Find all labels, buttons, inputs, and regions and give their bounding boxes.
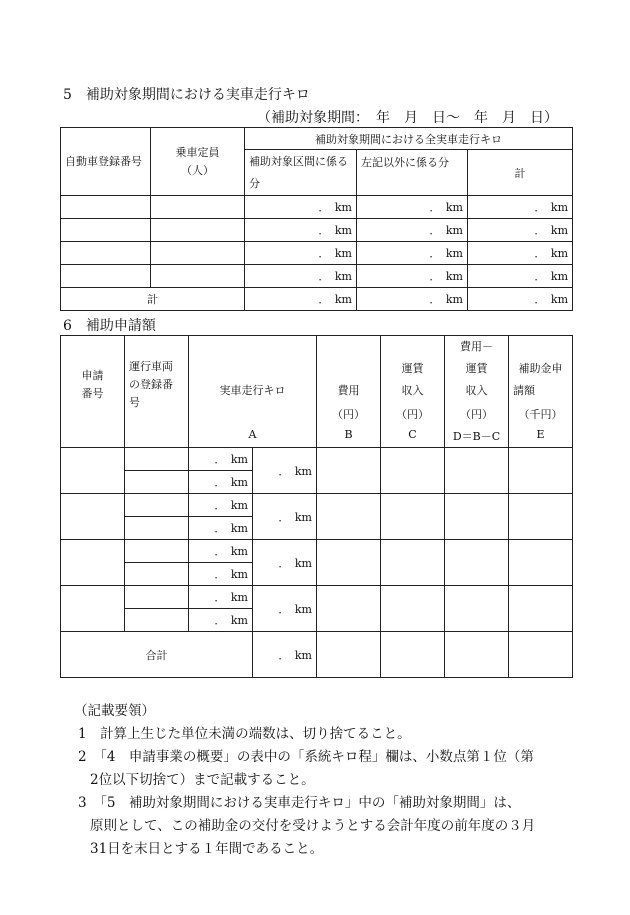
header-capacity: 乗車定員 （人） [151,128,245,196]
total-row: 計 ． km ． km ． km [61,288,573,311]
note-item-cont: 原則として、この補助金の交付を受けようとする会計年度の前年度の３月 [90,818,536,834]
section5-heading: 5 補助対象期間における実車走行キロ [63,87,310,103]
notes-title: （記載要領） [74,703,155,719]
table-row: ． km ． km [61,586,573,609]
subsidy-period: （補助対象期間： 年 月 日～ 年 月 日） [257,110,558,126]
section6-table [60,335,573,678]
table-row: ． km ． km ． km [61,196,573,219]
grand-total-label: 合計 [61,632,253,678]
table-row: ． km ． km [61,448,573,471]
table-row: ． km ． km ． km [61,265,573,288]
section5-table [60,127,573,311]
total-label: 計 [61,288,245,311]
header-fare: 運賃 収入 （円） C [381,336,445,448]
table-row: ． km [61,471,573,494]
header-vehicle-no: 運行車両 の登録番 号 [125,336,189,448]
header-diff: 費用－ 運賃 収入 （円） D＝B－C [445,336,509,448]
header-subsidy-section: 補助対象区間に係る分 [245,150,357,196]
note-item: 1 計算上生じた単位未満の端数は、切り捨てること。 [78,726,411,742]
header-other: 左記以外に係る分 [357,150,468,196]
header-subsidy: 補助金申 請額 （千円） E [509,336,573,448]
header-app-no: 申請 番号 [61,336,125,448]
table-row: ． km ． km ． km [61,219,573,242]
note-item: 2 「4 申請事業の概要」の表中の「系統キロ程」欄は、小数点第１位（第 [78,749,534,765]
header-cost: 費用 （円） B [317,336,381,448]
header-all-distance: 補助対象期間における全実車走行キロ [245,128,573,150]
notes [60,700,535,861]
note-item-cont: 31日を末日とする１年間であること。 [90,841,324,857]
table-row: ． km ． km ． km [61,242,573,265]
table-row: ． km ． km [61,494,573,517]
section6-heading: 6 補助申請額 [63,318,156,334]
note-item: 3 「5 補助対象期間における実車走行キロ」中の「補助対象期間」は、 [78,795,521,811]
table-row: ． km ． km [61,540,573,563]
note-item-cont: 2位以下切捨て）まで記載すること。 [90,772,315,788]
header-vehicle-no: 自動車登録番号 [61,128,151,196]
header-total: 計 [468,150,573,196]
header-distance: 実車走行キロ A [189,336,317,448]
header-row [61,336,573,448]
table-row: ． km [61,517,573,540]
table-row: ． km [61,563,573,586]
table-row: ． km [61,609,573,632]
grand-total-row: 合計 ． km [61,632,573,678]
